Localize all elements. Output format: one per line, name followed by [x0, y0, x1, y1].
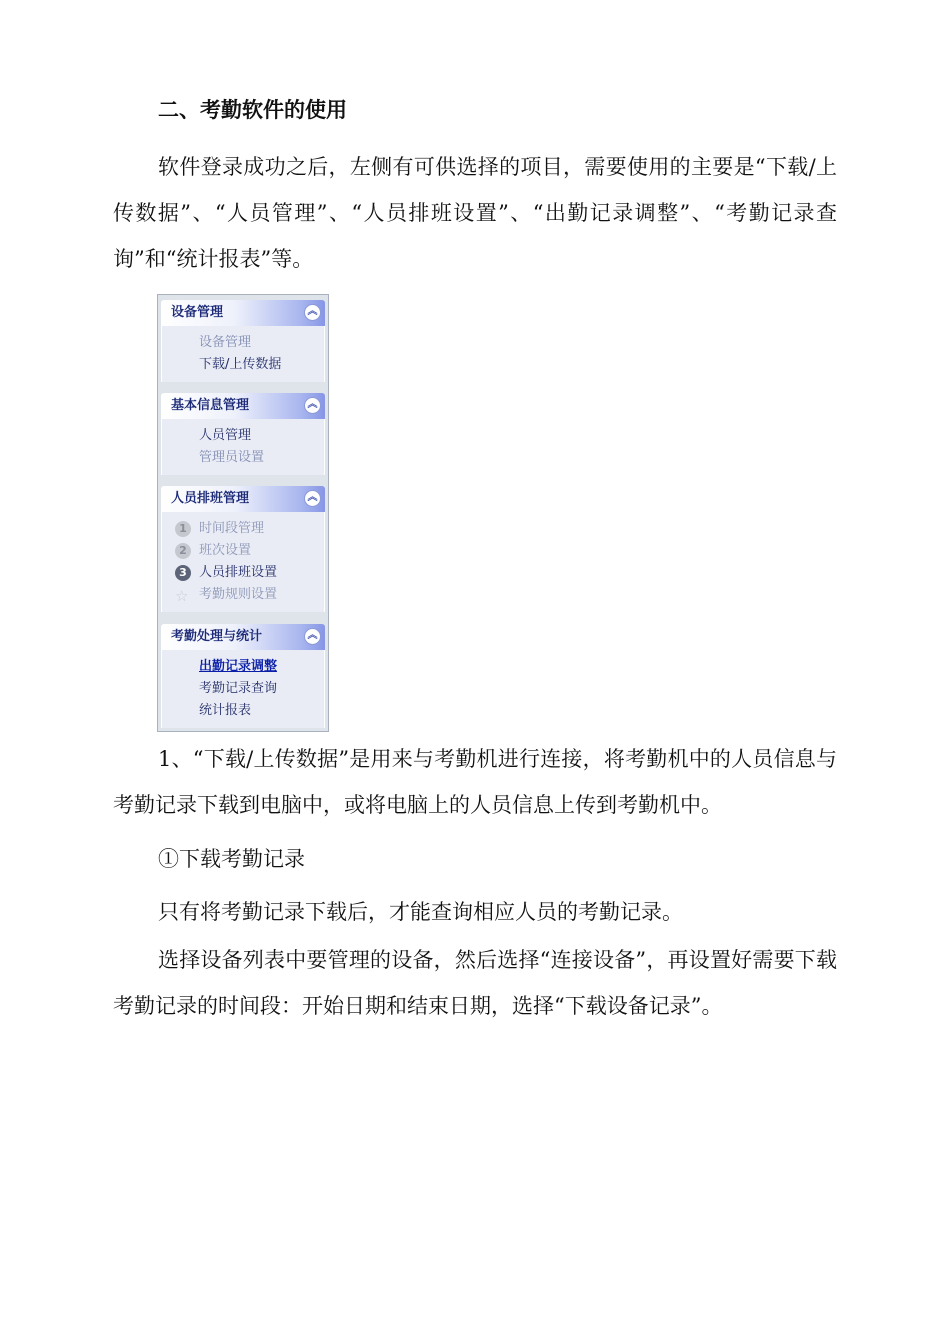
- group-attendance-processing: [161, 624, 325, 728]
- collapse-icon[interactable]: ︽: [304, 628, 321, 645]
- step-3-icon: 3: [175, 565, 191, 581]
- nav-item-personnel-scheduling[interactable]: [162, 562, 324, 584]
- group-title: 基本信息管理: [171, 398, 250, 413]
- paragraph-download-upload: 1、“下载/上传数据”是用来与考勤机进行连接，将考勤机中的人员信息与考勤记录下载到电脑中，或将电脑上的人员信息上传到考勤机中。: [113, 747, 837, 817]
- paragraph-query-note: 只有将考勤记录下载后，才能查询相应人员的考勤记录。: [158, 900, 683, 924]
- nav-item-download-upload[interactable]: 下载/上传数据: [199, 357, 282, 372]
- nav-item-personnel-management[interactable]: 人员管理: [199, 428, 252, 443]
- group-header[interactable]: [161, 300, 325, 326]
- group-body: [161, 512, 325, 612]
- intro-paragraph: 软件登录成功之后，左侧有可供选择的项目，需要使用的主要是“下载/上传数据”、“人员管理”、“人员排班设置”、“出勤记录调整”、“考勤记录查询”和“统计报表”等。: [113, 155, 837, 271]
- nav-item-attendance-rules[interactable]: [162, 584, 324, 606]
- step-2-icon: 2: [175, 543, 191, 559]
- group-device-management: [161, 300, 325, 382]
- section-heading: 二、考勤软件的使用: [158, 98, 347, 122]
- star-icon: ☆: [175, 587, 189, 605]
- group-title: 考勤处理与统计: [171, 629, 263, 644]
- collapse-icon[interactable]: ︽: [304, 490, 321, 507]
- group-basic-info: [161, 393, 325, 475]
- group-header[interactable]: [161, 393, 325, 419]
- step-1-icon: 1: [175, 521, 191, 537]
- nav-item-label: 班次设置: [199, 543, 252, 558]
- group-title: 设备管理: [171, 305, 224, 320]
- group-title: 人员排班管理: [171, 491, 250, 506]
- group-header[interactable]: [161, 624, 325, 650]
- nav-item-attendance-query[interactable]: 考勤记录查询: [199, 681, 278, 696]
- subheading-download-records: ①下载考勤记录: [158, 847, 305, 871]
- nav-item-shift-settings[interactable]: [162, 540, 324, 562]
- nav-item-admin-settings[interactable]: 管理员设置: [199, 450, 265, 465]
- paragraph-select-device: 选择设备列表中要管理的设备，然后选择“连接设备”，再设置好需要下载考勤记录的时间段：开始日期和结束日期，选择“下载设备记录”。: [113, 948, 837, 1018]
- nav-item-label: 人员排班设置: [199, 565, 278, 580]
- group-header[interactable]: [161, 486, 325, 512]
- nav-item-label: 考勤规则设置: [199, 587, 278, 602]
- collapse-icon[interactable]: ︽: [304, 304, 321, 321]
- nav-item-attendance-adjustment[interactable]: 出勤记录调整: [199, 659, 278, 674]
- group-body: [161, 326, 325, 382]
- group-body: [161, 419, 325, 475]
- nav-item-time-period[interactable]: [162, 518, 324, 540]
- group-shift-management: [161, 486, 325, 612]
- nav-item-label: 时间段管理: [199, 521, 265, 536]
- group-body: [161, 650, 325, 728]
- nav-item-device-management[interactable]: 设备管理: [199, 335, 252, 350]
- navigation-panel-screenshot: [157, 294, 329, 732]
- collapse-icon[interactable]: ︽: [304, 397, 321, 414]
- nav-item-statistics-report[interactable]: 统计报表: [199, 703, 252, 718]
